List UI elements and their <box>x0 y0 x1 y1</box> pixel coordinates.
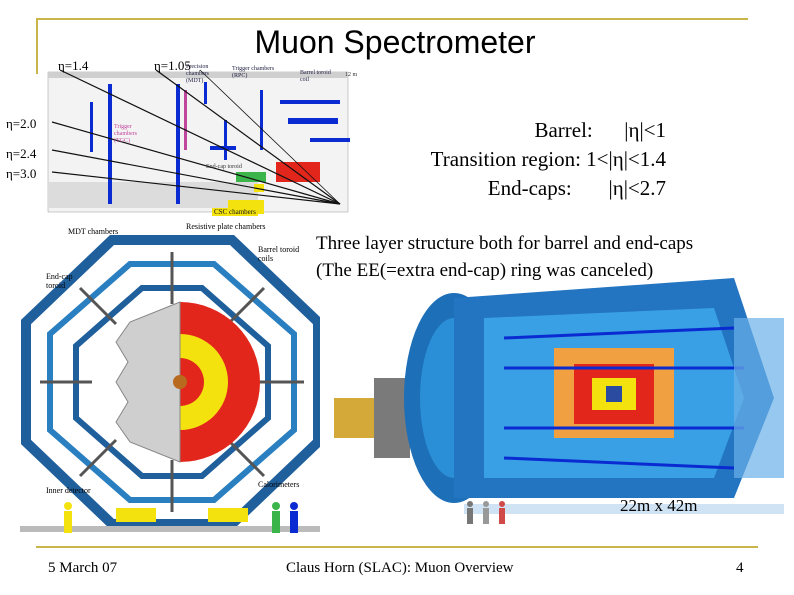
precision-chambers-label: Precision chambers (MDT) <box>186 64 209 84</box>
people-left-icon <box>56 500 106 536</box>
eta-label-1-4: η=1.4 <box>58 58 89 73</box>
trigger-rpc-label: Trigger chambers (RPC) <box>232 66 275 79</box>
people-scale-icon <box>462 498 522 526</box>
structure-note <box>316 230 794 284</box>
bottom-rule <box>36 546 758 548</box>
eta-label-1-05: η=1.05 <box>154 58 191 73</box>
detector-dimensions: 22m x 42m <box>620 496 698 515</box>
eta-label-3-0: η=3.0 <box>6 166 37 181</box>
csc-chambers-label: CSC chambers <box>214 208 256 216</box>
page-number: 4 <box>736 560 744 576</box>
range-endcaps: End-caps: |η|<2.7 <box>487 176 666 200</box>
slide-title: Muon Spectrometer <box>254 24 536 60</box>
barrel-toroid-coils-label: Barrel toroid coils <box>258 245 300 263</box>
endcap-toroid-short-label: End-cap toroid <box>206 164 242 170</box>
inner-detector-label: Inner detector <box>46 486 91 495</box>
range-transition: Transition region: 1<|η|<1.4 <box>430 147 666 171</box>
trigger-tgc-label: Trigger chambers (TGC) <box>114 124 137 144</box>
scale-label: 12 m <box>345 72 358 78</box>
endcap-toroid-label: End-cap toroid <box>46 272 73 290</box>
eta-label-2-0: η=2.0 <box>6 116 37 131</box>
rpc-label: Resistive plate chambers <box>186 222 266 231</box>
calorimeters-label: Calorimeters <box>258 480 300 489</box>
footer-date: 5 March 07 <box>48 560 118 576</box>
eta-label-2-4: η=2.4 <box>6 146 37 161</box>
people-right-icon <box>266 500 326 536</box>
note-line-2: (The EE(=extra end-cap) ring was canceled) <box>316 260 654 281</box>
detector-3d-svg <box>334 278 794 518</box>
eta-ranges <box>431 116 666 203</box>
barrel-toroid-label: Barrel toroid coil <box>300 70 331 83</box>
top-rule <box>36 18 748 20</box>
mdt-chambers-label: MDT chambers <box>68 227 119 236</box>
footer-center: Claus Horn (SLAC): Muon Overview <box>286 560 514 576</box>
range-barrel: Barrel: |η|<1 <box>534 118 666 142</box>
quarter-section-svg <box>0 62 360 222</box>
note-line-1: Three layer structure both for barrel and end-caps <box>316 233 694 254</box>
